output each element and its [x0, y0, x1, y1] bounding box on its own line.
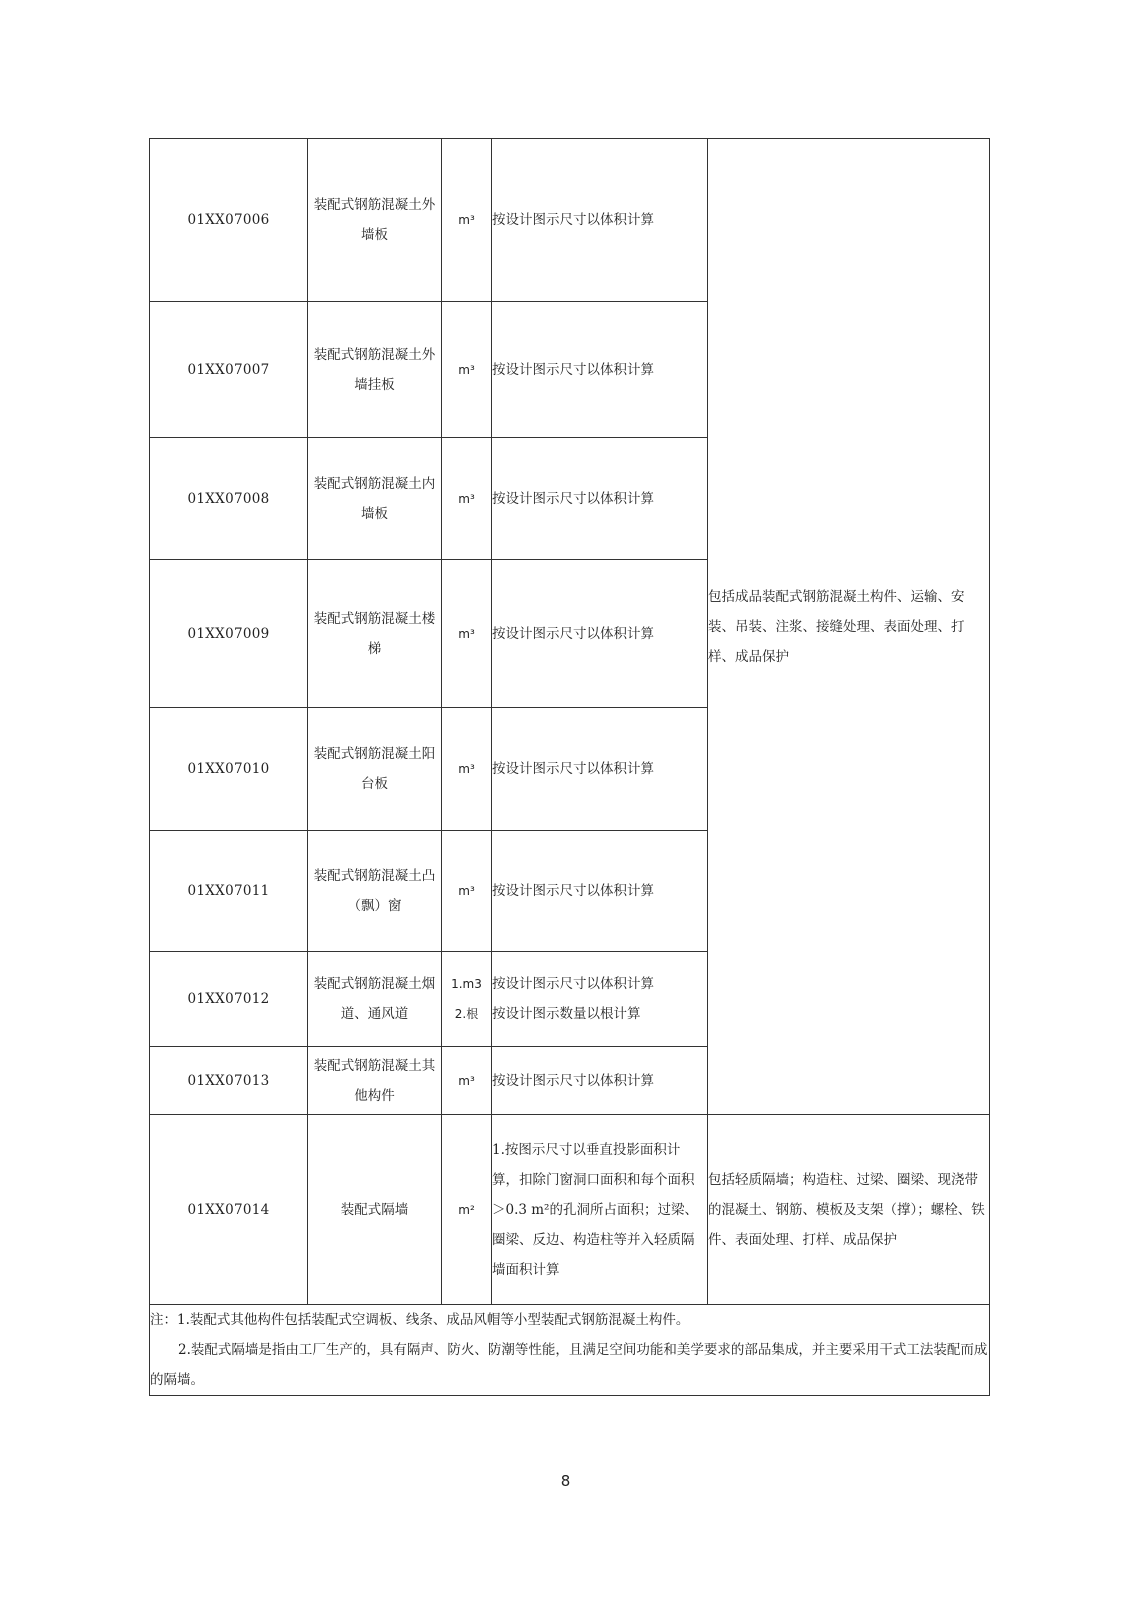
item-name: 装配式隔墙: [308, 1115, 442, 1305]
item-code: 01XX07006: [150, 139, 308, 302]
calculation-rule: 按设计图示尺寸以体积计算: [492, 560, 708, 708]
table-row: [150, 139, 990, 302]
work-content-merged: 包括成品装配式钢筋混凝土构件、运输、安装、吊装、注浆、接缝处理、表面处理、打样、成品保护: [708, 139, 990, 1115]
table-notes: [150, 1305, 990, 1396]
calculation-rule: 按设计图示尺寸以体积计算: [492, 708, 708, 831]
calculation-rule-line: 按设计图示数量以根计算: [492, 1006, 641, 1022]
item-unit: m³: [442, 139, 492, 302]
item-code: 01XX07009: [150, 560, 308, 708]
item-name: 装配式钢筋混凝土楼梯: [308, 560, 442, 708]
calculation-rule-line: 按设计图示尺寸以体积计算: [492, 976, 654, 992]
calculation-rule-multi: [492, 952, 708, 1047]
calculation-rule: 按设计图示尺寸以体积计算: [492, 438, 708, 560]
item-code: 01XX07014: [150, 1115, 308, 1305]
item-name: 装配式钢筋混凝土外墙挂板: [308, 302, 442, 438]
item-code: 01XX07012: [150, 952, 308, 1047]
item-unit: m²: [442, 1115, 492, 1305]
quantity-rules-table: [149, 138, 990, 1396]
item-code: 01XX07011: [150, 831, 308, 952]
calculation-rule: 按设计图示尺寸以体积计算: [492, 302, 708, 438]
item-unit-line: 2.根: [454, 1007, 479, 1021]
item-unit: m³: [442, 831, 492, 952]
notes-row: [150, 1305, 990, 1396]
table-row: [150, 1115, 990, 1305]
note-2: 2.装配式隔墙是指由工厂生产的，具有隔声、防火、防潮等性能，且满足空间功能和美学要求的部品集成，并主要采用干式工法装配而成的隔墙。: [150, 1342, 988, 1388]
item-name: 装配式钢筋混凝土外墙板: [308, 139, 442, 302]
calculation-rule: 按设计图示尺寸以体积计算: [492, 139, 708, 302]
calculation-rule: 1.按图示尺寸以垂直投影面积计算，扣除门窗洞口面积和每个面积＞0.3 m²的孔洞所占面积；过梁、圈梁、反边、构造柱等并入轻质隔墙面积计算: [492, 1115, 708, 1305]
note-1: 注：1.装配式其他构件包括装配式空调板、线条、成品风帽等小型装配式钢筋混凝土构件。: [150, 1312, 690, 1328]
item-name: 装配式钢筋混凝土阳台板: [308, 708, 442, 831]
item-unit-multi: [442, 952, 492, 1047]
item-unit-line: 1.m3: [451, 977, 482, 991]
item-unit: m³: [442, 560, 492, 708]
calculation-rule: 按设计图示尺寸以体积计算: [492, 1047, 708, 1115]
item-name: 装配式钢筋混凝土烟道、通风道: [308, 952, 442, 1047]
item-name: 装配式钢筋混凝土凸（飘）窗: [308, 831, 442, 952]
item-unit: m³: [442, 1047, 492, 1115]
item-code: 01XX07010: [150, 708, 308, 831]
item-code: 01XX07013: [150, 1047, 308, 1115]
item-name: 装配式钢筋混凝土内墙板: [308, 438, 442, 560]
item-code: 01XX07007: [150, 302, 308, 438]
item-unit: m³: [442, 302, 492, 438]
page-number: 8: [560, 1472, 571, 1490]
calculation-rule: 按设计图示尺寸以体积计算: [492, 831, 708, 952]
item-unit: m³: [442, 438, 492, 560]
item-code: 01XX07008: [150, 438, 308, 560]
item-name: 装配式钢筋混凝土其他构件: [308, 1047, 442, 1115]
item-unit: m³: [442, 708, 492, 831]
work-content: 包括轻质隔墙；构造柱、过梁、圈梁、现浇带的混凝土、钢筋、模板及支架（撑）；螺栓、铁件、表面处理、打样、成品保护: [708, 1115, 990, 1305]
